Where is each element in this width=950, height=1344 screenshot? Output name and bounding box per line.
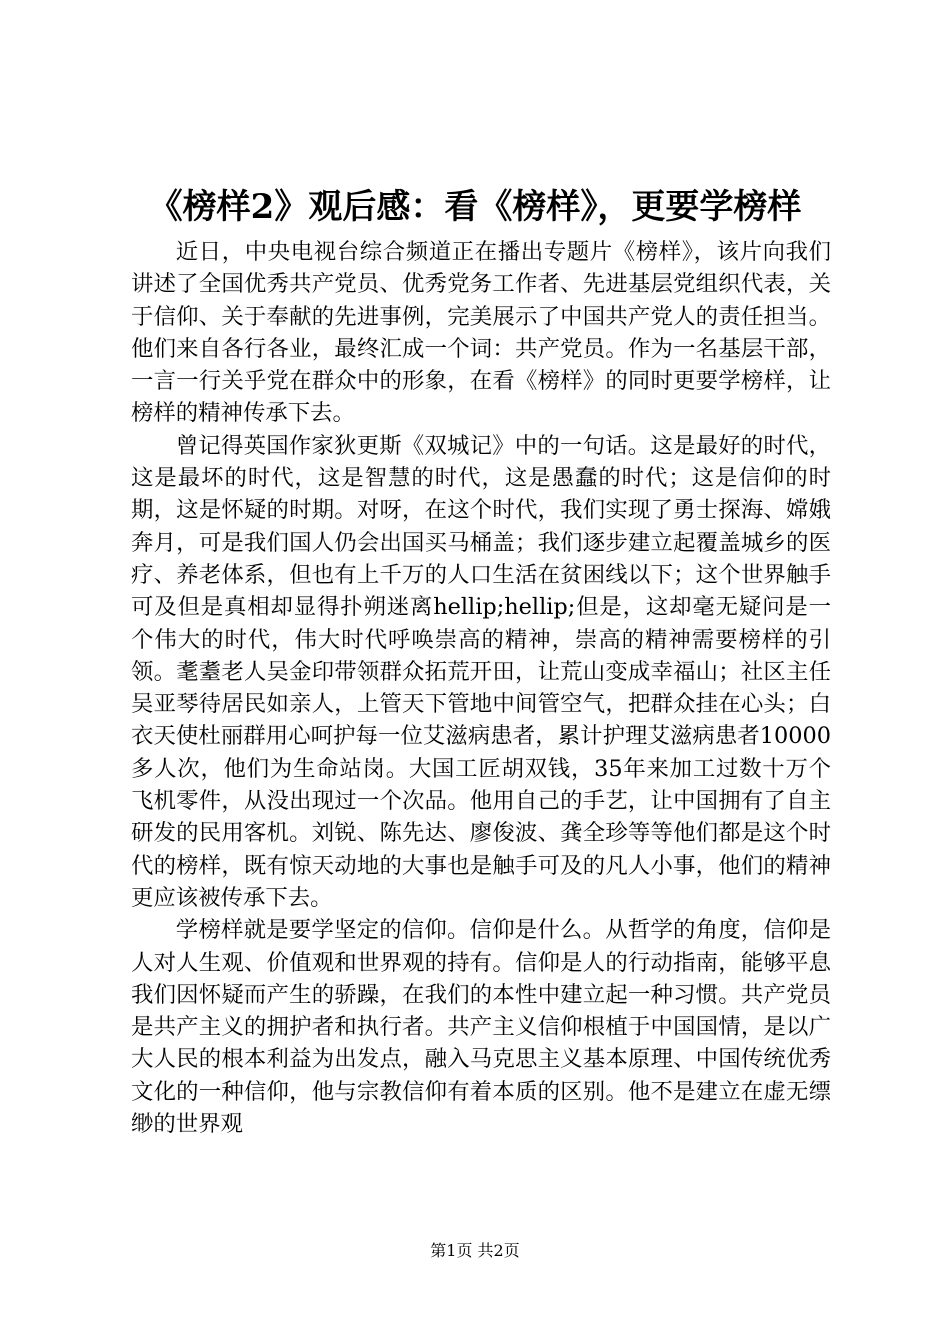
page-number: 第1页 共2页 <box>430 1241 520 1260</box>
paragraph: 学榜样就是要学坚定的信仰。信仰是什么。从哲学的角度，信仰是人对人生观、价值观和世界观的持有。信仰是人的行动指南，能够平息我们因怀疑而产生的骄躁，在我们的本性中建立起一种习惯。共产党员是共产主义的拥护者和执行者。共产主义信仰根植于中国国情，是以广大人民的根本利益为出发点，融入马克思主义基本原理、中国传统优秀文化的一种信仰，他与宗教信仰有着本质的区别。他不是建立在虚无缥缈的世界观 <box>131 917 831 1138</box>
paragraph: 曾记得英国作家狄更斯《双城记》中的一句话。这是最好的时代，这是最坏的时代，这是智慧的时代，这是愚蠢的时代；这是信仰的时期，这是怀疑的时期。对呀，在这个时代，我们实现了勇士探海、嫦娥奔月，可是我们国人仍会出国买马桶盖；我们逐步建立起覆盖城乡的医疗、养老体系，但也有上千万的人口生活在贫困线以下；这个世界触手可及但是真相却显得扑朔迷离hellip;hellip;但是，这却毫无疑问是一个伟大的时代，伟大时代呼唤崇高的精神，崇高的精神需要榜样的引领。耄耋老人吴金印带领群众拓荒开田，让荒山变成幸福山；社区主任吴亚琴待居民如亲人，上管天下管地中间管空气，把群众挂在心头；白衣天使杜丽群用心呵护每一位艾滋病患者，累计护理艾滋病患者10000多人次，他们为生命站岗。大国工匠胡双钱，35年来加工过数十万个飞机零件，从没出现过一个次品。他用自己的手艺，让中国拥有了自主研发的民用客机。刘锐、陈先达、廖俊波、龚全珍等等他们都是这个时代的榜样，既有惊天动地的大事也是触手可及的凡人小事，他们的精神更应该被传承下去。 <box>131 432 831 911</box>
document-body <box>131 236 831 1140</box>
document-title: 《榜样2》观后感：看《榜样》，更要学榜样 <box>148 187 802 227</box>
paragraph: 近日，中央电视台综合频道正在播出专题片《榜样》，该片向我们讲述了全国优秀共产党员、优秀党务工作者、先进基层党组织代表，关于信仰、关于奉献的先进事例，完美展示了中国共产党人的责任担当。他们来自各行各业，最终汇成一个词：共产党员。作为一名基层干部，一言一行关乎党在群众中的形象，在看《榜样》的同时更要学榜样，让榜样的精神传承下去。 <box>131 239 831 427</box>
